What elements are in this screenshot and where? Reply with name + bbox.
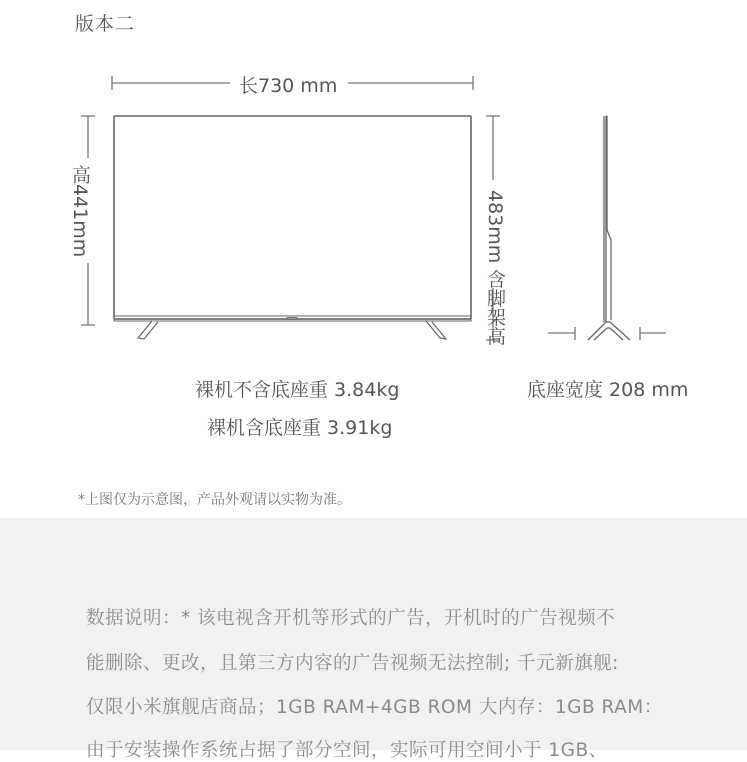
tv-front-view [114, 116, 471, 339]
disclaimer-text: *上图仅为示意图，产品外观请以实物为准。 [78, 492, 351, 508]
height-label: 高441mm [69, 165, 91, 258]
weight-without-stand: 裸机不含底座重 3.84kg [195, 379, 400, 401]
base-width-markers [548, 327, 666, 340]
note-line: 能删除、更改，且第三方内容的广告视频无法控制; 千元新旗舰: [86, 653, 619, 674]
stand-height-value: 483mm [484, 190, 506, 264]
stand-height-caption: 含脚架高 [484, 269, 506, 346]
weight-with-stand: 裸机含底座重 3.91kg [207, 417, 393, 439]
note-line: 仅限小米旗舰店商品；1GB RAM+4GB ROM 大内存：1GB RAM： [86, 697, 663, 718]
data-notes-panel [0, 518, 747, 761]
base-width-label: 底座宽度 208 mm [527, 379, 689, 401]
stand-height-label [482, 190, 508, 345]
tv-side-view [588, 116, 630, 340]
width-label: 长730 mm [239, 75, 338, 97]
note-line: 由于安装操作系统占据了部分空间，实际可用空间小于 1GB、 [86, 740, 608, 761]
note-line: 数据说明：* 该电视含开机等形式的广告，开机时的广告视频不 [86, 608, 616, 629]
version-label: 版本二 [75, 13, 136, 35]
